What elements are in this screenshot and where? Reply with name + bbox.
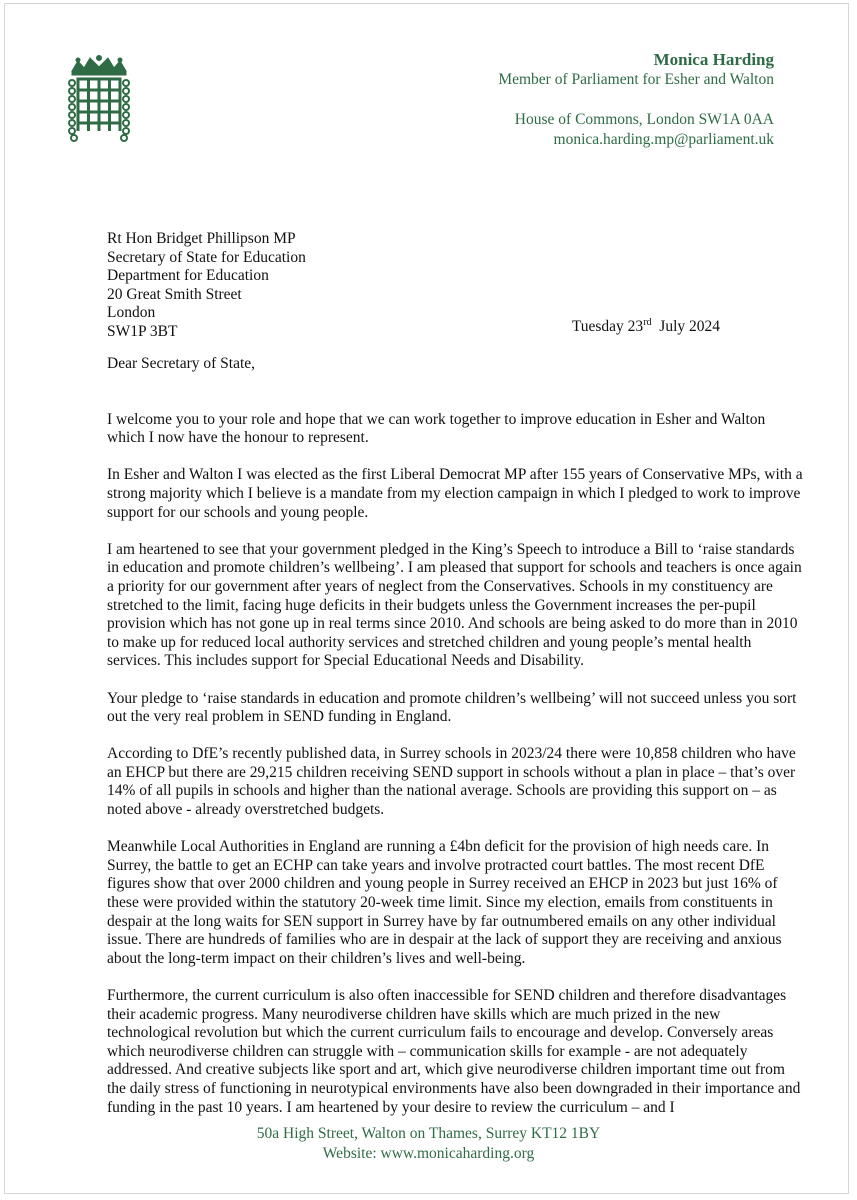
date-day: Tuesday 23 [571, 318, 644, 335]
salutation: Dear Secretary of State, [107, 355, 256, 372]
recipient-line: 20 Great Smith Street [107, 285, 242, 303]
paragraph: Your pledge to ‘raise standards in education and promote children’s wellbeing’ will not succeed unless you sort out the very real problem in SEND funding in England. [107, 689, 797, 726]
paragraph: According to DfE’s recently published data, in Surrey schools in 2023/24 there were 10,858 children who have an EHCP but there are 29,215 children receiving SEND support in schools without a plan in place – that’s over 14% of all pupils in schools and higher than the national average. Schools are providing this support on – as noted above - already overstretched budgets. [107, 745, 796, 819]
date-month-year: July 2024 [651, 318, 720, 335]
recipient-line: Rt Hon Bridget Phillipson MP [107, 230, 296, 247]
letterhead [498, 50, 774, 150]
footer [0, 1124, 857, 1164]
paragraph: Furthermore, the current curriculum is also often inaccessible for SEND children and therefore disadvantages their academic progress. Many neurodiverse children have skills which are much prized in the new technological revolution but which the current curriculum fails to encourage and develop. Conversely areas which neurodiverse children can struggle with – communication skills for example - are not adequately addressed. And creative subjects like sport and art, which give neurodiverse children important time out from the daily stress of functioning in neurotypical environments have also been downgraded in their importance and funding in the past 10 years. I am heartened by your desire to review the curriculum – and I [107, 987, 801, 1116]
paragraph: I welcome you to your role and hope that we can work together to improve education in Esher and Walton which I now have the honour to represent. [107, 410, 766, 447]
mp-address: House of Commons, London SW1A 0AA [514, 111, 774, 128]
recipient-line: London [107, 304, 156, 322]
recipient-address [107, 230, 306, 342]
footer-website[interactable]: Website: www.monicaharding.org [322, 1145, 535, 1162]
mp-title: Member of Parliament for Esher and Walton [498, 71, 774, 88]
recipient-line: Department for Education [107, 267, 269, 285]
paragraph: I am heartened to see that your government pledged in the King’s Speech to introduce a Bill to ‘raise standards in education and promote children’s wellbeing’. I am pleased that support for schools and teachers is once again a priority for our government after years of neglect from the Conservatives. Schools in my constituency are stretched to the limit, facing huge deficits in their budgets unless the Government increases the per-pupil provision which has not gone up in real terms since 2010. And schools are being asked to do more than in 2010 to make up for reduced local authority services and stretched children and young people’s mental health services. This includes support for Special Educational Needs and Disability. [107, 540, 802, 670]
paragraph: Meanwhile Local Authorities in England are running a £4bn deficit for the provision of high needs care. In Surrey, the battle to get an ECHP can take years and involve protracted court battles. The most recent DfE figures show that over 2000 children and young people in Surrey received an EHCP in 2023 but just 16% of these were provided within the statutory 20-week time limit. Since my election, emails from constituents in despair at the long waits for SEN support in Surrey have by far outnumbered emails on any other individual issue. There are hundreds of families who are in despair at the lack of support they are receiving and anxious about the long-term impact on their children’s lives and well-being. [107, 838, 782, 967]
paragraph: In Esher and Walton I was elected as the first Liberal Democrat MP after 155 years of Conservative MPs, with a strong majority which I believe is a mandate from my election campaign in which I pledged to work to improve support for our schools and young people. [107, 466, 803, 521]
recipient-line: SW1P 3BT [107, 322, 178, 340]
letter-date [572, 318, 720, 336]
letter-body [107, 355, 807, 1136]
mp-email[interactable]: monica.harding.mp@parliament.uk [553, 131, 774, 148]
mp-name: Monica Harding [653, 50, 774, 69]
date-ordinal: rd [643, 316, 652, 328]
recipient-line: Secretary of State for Education [107, 248, 306, 266]
footer-address: 50a High Street, Walton on Thames, Surrey KT12 1BY [256, 1125, 601, 1142]
portcullis-icon [64, 55, 134, 143]
